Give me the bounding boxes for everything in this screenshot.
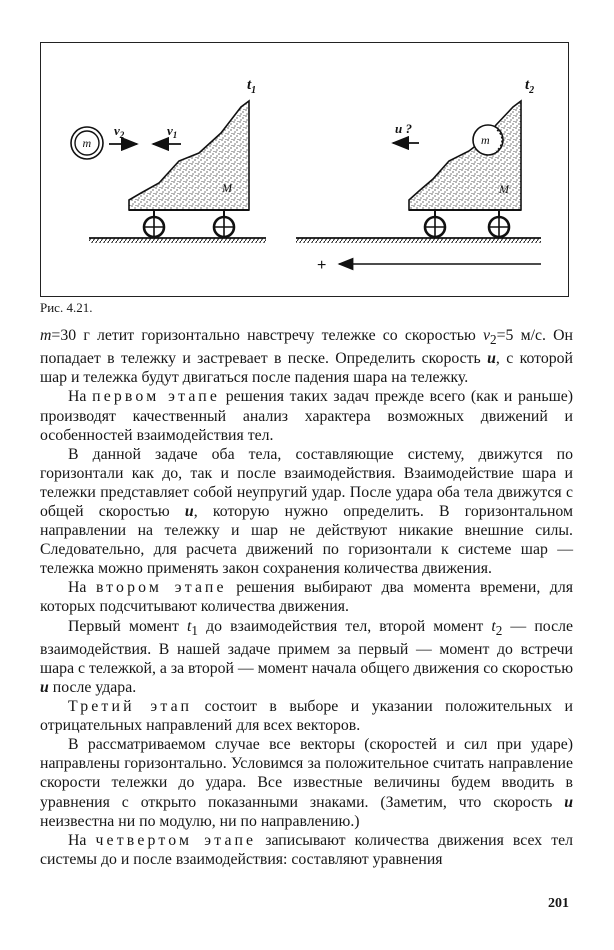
paragraph-8: На четвертом этапе записывают количества движения всех тел системы до и после взаимодействия: составляют уравнения [40,831,573,868]
wheel-right-2 [489,210,509,237]
paragraph-4: На втором этапе решения выбирают два момента времени, для которых подсчитывают количества движения. [40,579,573,616]
wheel-right-1 [425,210,445,237]
label-u: u ? [395,121,412,136]
page-number: 201 [548,896,569,911]
paragraph-5: Первый момент $t_1$ до взаимодействия тел, второй момент $t_2$ — после взаимодействия. В нашей задаче примем за первый — момент до встречи шара с тележкой, а за второй — момент начала общего движения со скоростью u после удара. [40,617,573,696]
label-t1: $t_1$ [247,77,257,96]
mass-label-m-left: m [82,136,92,150]
wheel-left-2 [214,210,234,237]
left-scene [71,77,266,243]
ball-left [71,127,103,159]
mass-label-M-right: M [499,182,509,196]
paragraph-1: m=30 г летит горизонтально навстречу тележке со скоростью $v_2=5$ м/с. Он попадает в тележку и застревает в песке. Определить скорость u, с которой шар и тележка будут двигаться после падения шара на тележку. [40,327,573,387]
paragraph-7: В рассматриваемом случае все векторы (скоростей и сил при ударе) направлены горизонтально. Условимся за положительное считать направление скорости тележки до удара. Все известные величины будем вводить в уравнения с открыто показанными знаками. (Заметим, что скорость u неизвестна ни по модулю, ни по направлению.) [40,736,573,830]
wheel-left-1 [144,210,164,237]
figure-4-21 [40,42,569,297]
label-t2: $t_2$ [525,77,535,96]
positive-direction-sign: + [317,257,327,274]
body-text [40,326,573,869]
figure-drawing [41,43,570,298]
right-scene [296,77,541,274]
paragraph-6: Третий этап состоит в выборе и указании положительных и отрицательных направлений для всех векторов. [40,698,573,735]
paragraph-3: В данной задаче оба тела, составляющие систему, движутся по горизонтали как до, так и после взаимодействия. Взаимодействие шара и тележки представляет собой неупругий удар. После удара оба тела движутся с общей скоростью u, которую нужно определить. В горизонтальном направлении на тележку и шар не действуют никакие внешние силы. Следовательно, для расчета движений по горизонтали к системе шар — тележка можно применять закон сохранения количества движения. [40,445,574,578]
label-v1: $v_1$ [167,123,178,140]
mass-label-m-right: m [481,133,490,147]
mass-label-M-left: M [222,181,232,195]
figure-caption: Рис. 4.21. [40,300,93,315]
ball-right [473,125,503,155]
label-v2: $v_2$ [114,123,125,140]
paragraph-2: На первом этапе решения таких задач прежде всего (как и раньше) производят качественный анализ характера возможных движений и особенностей взаимодействия тел. [40,388,574,444]
